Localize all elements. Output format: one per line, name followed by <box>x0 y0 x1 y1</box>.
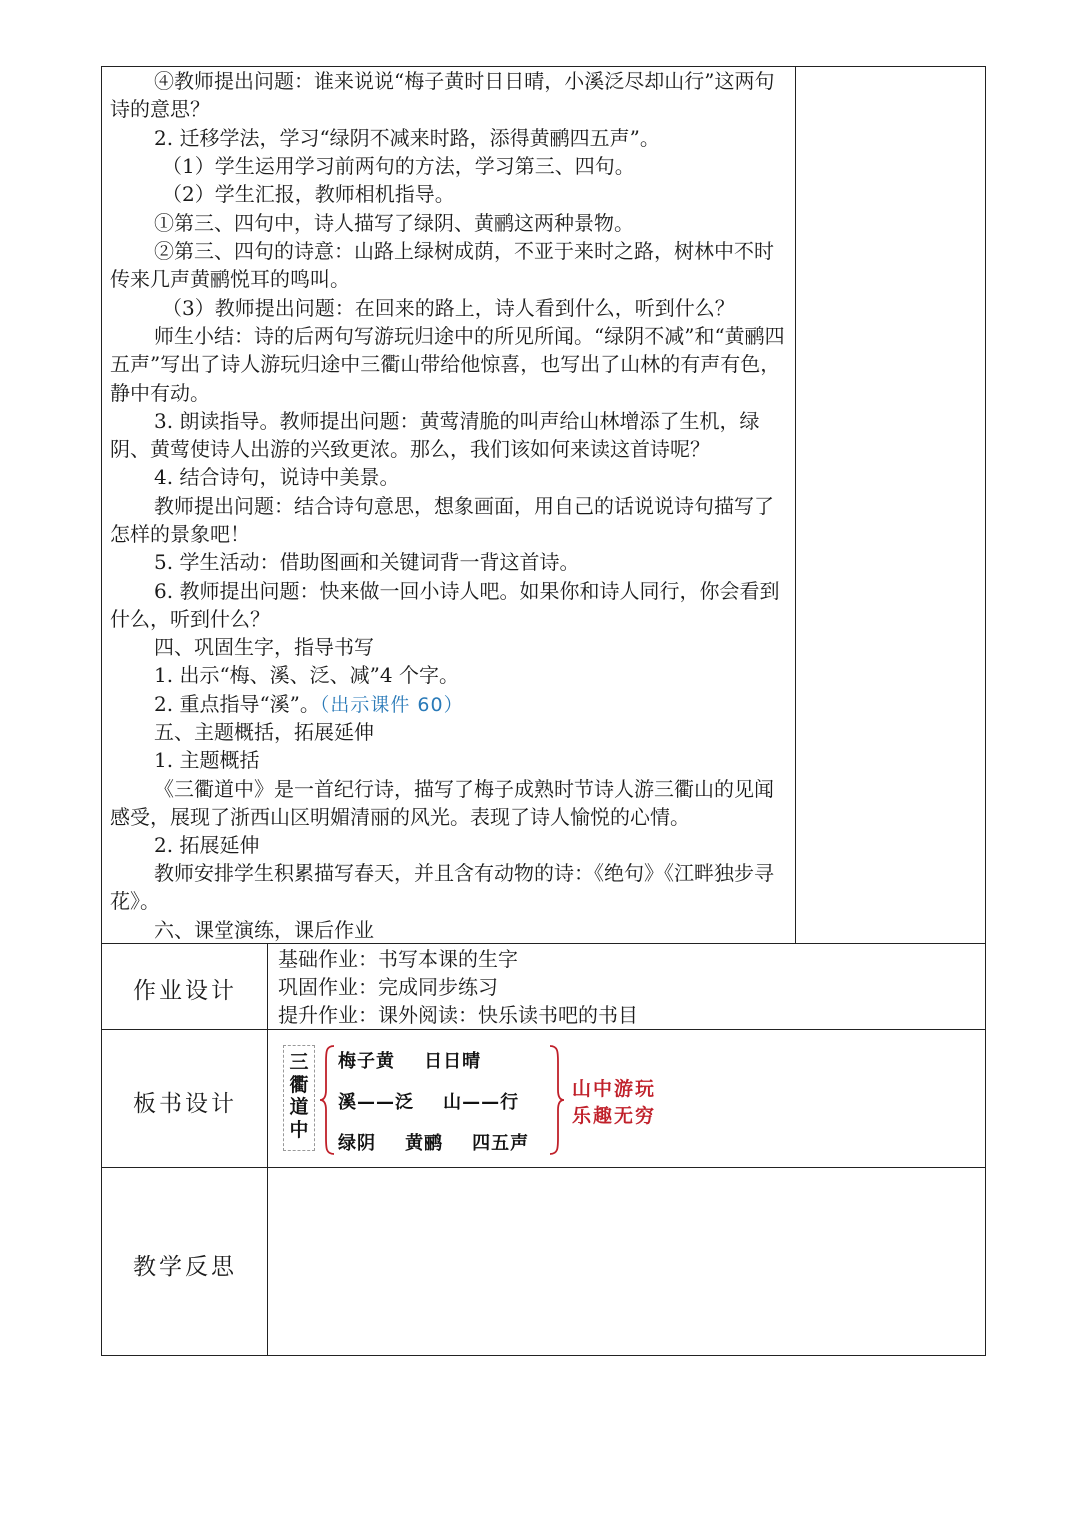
row-divider-board <box>101 1029 986 1030</box>
board-line: 绿阴 黄鹂 四五声 <box>338 1133 530 1154</box>
lesson-paragraph: ①第三、四句中，诗人描写了绿阴、黄鹂这两种景物。 <box>154 211 634 235</box>
board-line: 溪——泛 山——行 <box>338 1092 520 1113</box>
courseware-note: （出示课件 60） <box>319 694 464 716</box>
homework-item: 巩固作业：完成同步练习 <box>278 975 498 999</box>
table-bottom-border <box>101 1355 986 1356</box>
board-title-char: 道 <box>289 1096 309 1118</box>
table-right-border <box>985 66 986 1356</box>
board-title-char: 衢 <box>289 1073 309 1096</box>
reflection-label: 教学反思 <box>133 1254 237 1280</box>
homework-label: 作业设计 <box>133 978 237 1004</box>
section-heading: 五、主题概括，拓展延伸 <box>154 720 374 744</box>
lesson-paragraph: 师生小结：诗的后两句写游玩归途中的所见所闻。“绿阴不减”和“黄鹂四五声”写出了诗人游玩归途中三衢山带给他惊喜，也写出了山林的有声有色，静中有动。 <box>110 324 785 405</box>
board-poem-title <box>283 1045 315 1151</box>
board-summary-line: 山中游玩 <box>572 1078 657 1100</box>
section-heading: 四、巩固生字，指导书写 <box>154 635 374 659</box>
lesson-paragraph: 1. 出示“梅、溪、泛、减”4 个字。 <box>154 663 459 687</box>
lesson-paragraph: 3. 朗读指导。教师提出问题：黄莺清脆的叫声给山林增添了生机，绿阴、黄莺使诗人出游的兴致更浓。那么，我们该如何来读这首诗呢？ <box>110 409 760 462</box>
homework-item: 基础作业：书写本课的生字 <box>278 947 518 971</box>
lesson-paragraph: （1）学生运用学习前两句的方法，学习第三、四句。 <box>162 154 635 178</box>
reflection-content-area[interactable] <box>270 1170 983 1353</box>
section-heading: 六、课堂演练，课后作业 <box>154 918 374 942</box>
lesson-paragraph: 1. 主题概括 <box>154 748 260 772</box>
lesson-paragraph <box>110 690 786 719</box>
homework-item: 提升作业：课外阅读：快乐读书吧的书目 <box>278 1003 638 1027</box>
lesson-paragraph: ④教师提出问题：谁来说说“梅子黄时日日晴，小溪泛尽却山行”这两句诗的意思？ <box>110 69 775 122</box>
lesson-paragraph: （3）教师提出问题：在回来的路上，诗人看到什么，听到什么？ <box>162 296 735 320</box>
board-label: 板书设计 <box>133 1091 237 1117</box>
lesson-paragraph: 教师提出问题：结合诗句意思，想象画面，用自己的话说说诗句描写了怎样的景象吧！ <box>110 494 774 547</box>
lesson-paragraph: 《三衢道中》是一首纪行诗，描写了梅子成熟时节诗人游三衢山的见闻感受，展现了浙西山区明媚清丽的风光。表现了诗人愉悦的心情。 <box>110 777 774 830</box>
board-right-brace-icon <box>548 1044 566 1156</box>
board-title-char: 三 <box>289 1051 309 1073</box>
lesson-paragraph: 教师安排学生积累描写春天，并且含有动物的诗：《绝句》《江畔独步寻花》。 <box>110 861 774 914</box>
lesson-paragraph-text: 2. 重点指导“溪”。 <box>154 692 320 716</box>
board-title-char: 中 <box>289 1118 309 1141</box>
lesson-paragraph: 2. 迁移学法，学习“绿阴不减来时路，添得黄鹂四五声”。 <box>154 126 660 150</box>
board-line: 梅子黄 日日晴 <box>338 1051 482 1072</box>
table-left-border <box>101 66 102 1356</box>
lesson-paragraph: 6. 教师提出问题：快来做一回小诗人吧。如果你和诗人同行，你会看到什么，听到什么？ <box>110 579 780 632</box>
board-left-brace-icon <box>318 1044 336 1156</box>
lesson-paragraph: 5. 学生活动：借助图画和关键词背一背这首诗。 <box>154 550 580 574</box>
lesson-paragraph: 2. 拓展延伸 <box>154 833 260 857</box>
lesson-paragraph: 4. 结合诗句，说诗中美景。 <box>154 465 400 489</box>
lesson-paragraph: （2）学生汇报，教师相机指导。 <box>162 182 455 206</box>
board-summary-line: 乐趣无穷 <box>572 1105 657 1127</box>
row-divider-reflection <box>101 1167 986 1168</box>
lesson-paragraph: ②第三、四句的诗意：山路上绿树成荫，不亚于来时之路，树林中不时传来几声黄鹂悦耳的鸣叫。 <box>110 239 774 292</box>
lesson-side-column-divider <box>795 66 796 943</box>
